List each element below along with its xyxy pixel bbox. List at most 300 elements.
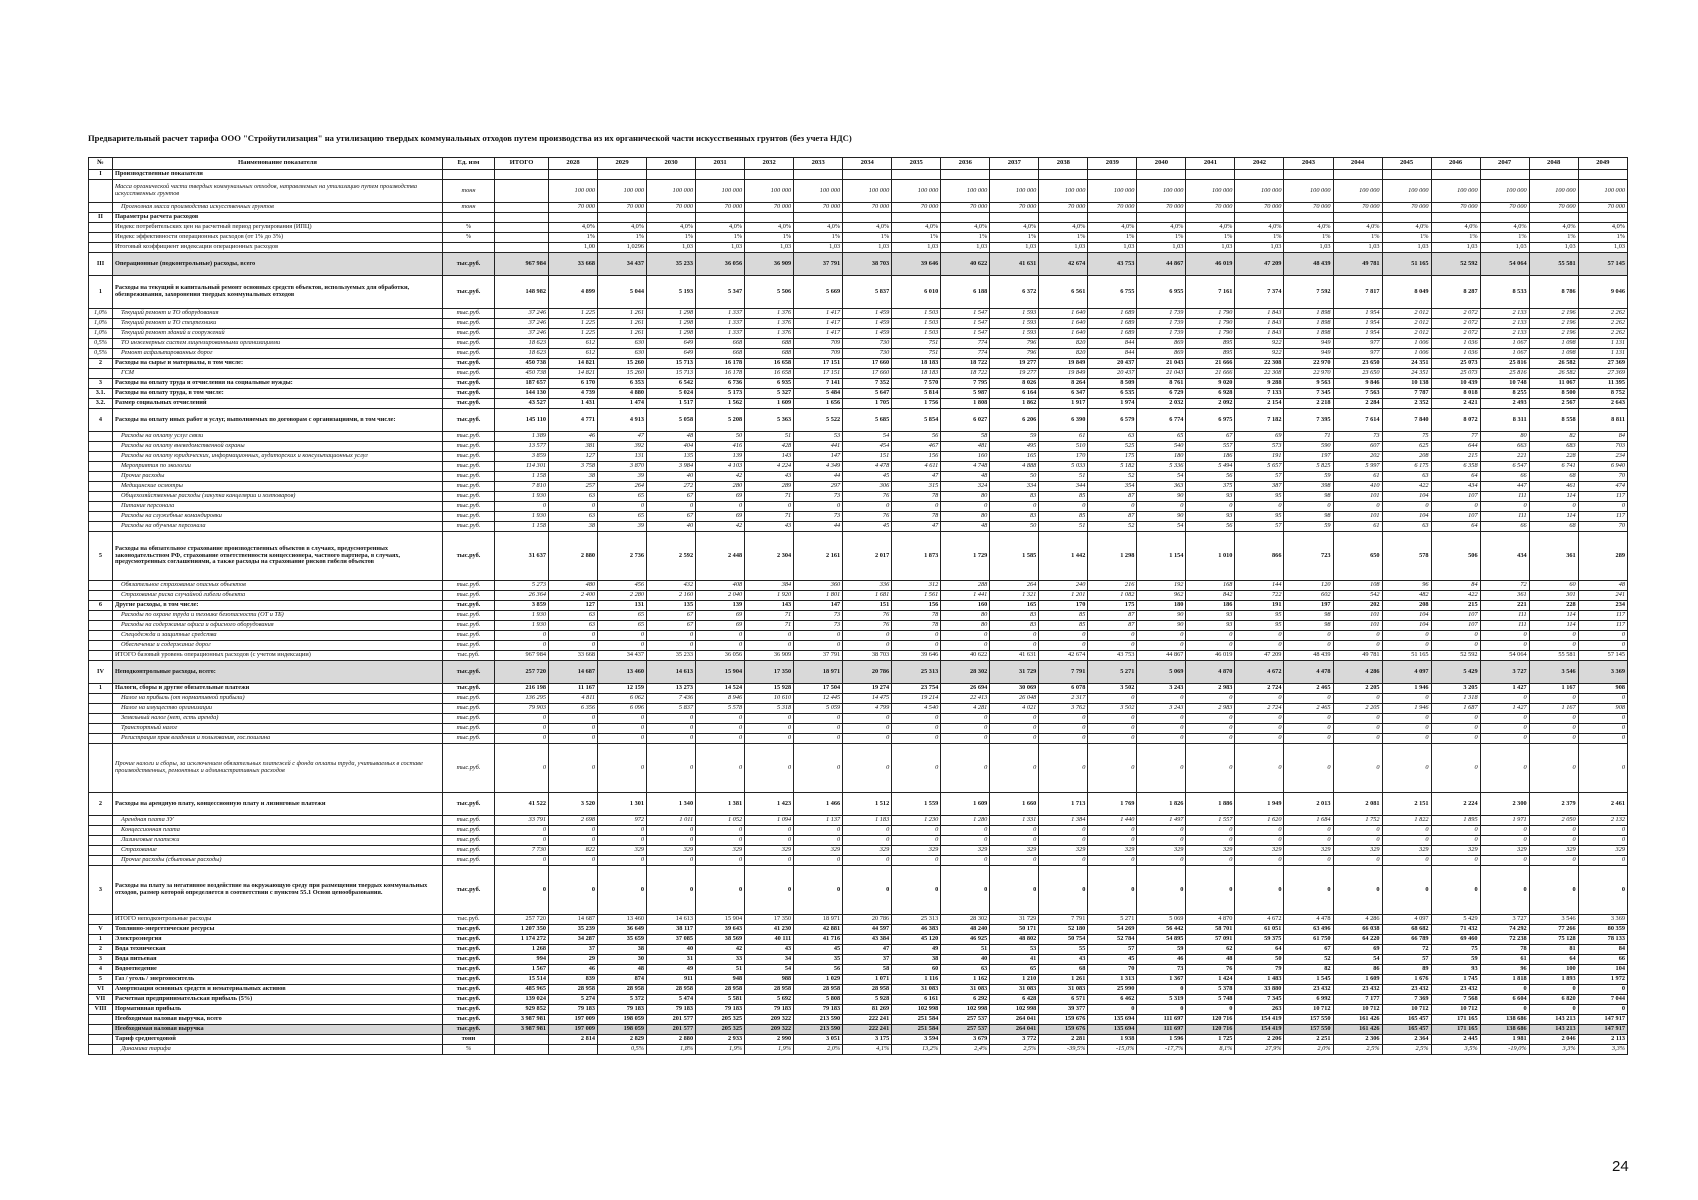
row-year-value: 703	[1578, 442, 1627, 452]
row-total: 0	[495, 856, 549, 866]
row-year-value: 1%	[1039, 233, 1088, 243]
row-year-value: 0	[1284, 641, 1333, 651]
row-number: 1,0%	[89, 319, 113, 329]
row-year-value: 143 213	[1529, 1015, 1578, 1025]
row-year-value: 64	[1431, 522, 1480, 532]
row-year-value: 33 880	[1235, 985, 1284, 995]
row-year-value: 107	[1431, 611, 1480, 621]
row-year-value: 102 998	[892, 1005, 941, 1015]
row-year-value: 630	[598, 349, 647, 359]
row-year-value: 104	[1382, 621, 1431, 631]
row-year-value: 76	[843, 512, 892, 522]
row-total: 485 965	[495, 985, 549, 995]
row-year-value: 59	[1284, 472, 1333, 482]
row-year-value: 1,8%	[647, 1045, 696, 1055]
row-year-value: 0	[1480, 734, 1529, 744]
row-year-value: 1 466	[794, 793, 843, 816]
row-year-value: 1 098	[1529, 339, 1578, 349]
table-row	[89, 724, 1628, 734]
row-year-value: 3 502	[1088, 684, 1137, 694]
row-year-value: 104	[1382, 611, 1431, 621]
row-year-value: 329	[1431, 846, 1480, 856]
row-year-value: 0	[1039, 866, 1088, 915]
row-year-value: 79	[1235, 965, 1284, 975]
row-year-value: 2 983	[1186, 704, 1235, 714]
row-year-value: 107	[1431, 512, 1480, 522]
row-year-value: 25 990	[1088, 985, 1137, 995]
row-year-value: 102 998	[990, 1005, 1039, 1015]
row-number	[89, 442, 113, 452]
row-year-value: 215	[1431, 601, 1480, 611]
row-year-value	[549, 1045, 598, 1055]
row-total: 145 110	[495, 409, 549, 432]
row-year-value: 75	[1382, 432, 1431, 442]
row-year-value: 43	[745, 945, 794, 955]
row-year-value: 0	[1137, 714, 1186, 724]
row-year-value: 5 854	[892, 409, 941, 432]
row-year-value: 1,03	[1088, 243, 1137, 253]
row-year-value: 0	[1431, 724, 1480, 734]
row-year-value: 709	[794, 349, 843, 359]
row-year-value: 83	[990, 611, 1039, 621]
row-year-value: 19 277	[990, 359, 1039, 369]
row-year-value: 3 369	[1578, 915, 1627, 925]
row-year-value: 100 000	[1088, 180, 1137, 203]
row-year-value: 467	[892, 442, 941, 452]
row-year-value: 1%	[1480, 233, 1529, 243]
row-year-value: 9 288	[1235, 379, 1284, 389]
row-year-value: 4,0%	[843, 223, 892, 233]
row-year-value: 93	[1186, 621, 1235, 631]
row-year-value: 100 000	[549, 180, 598, 203]
row-year-value: 3 758	[549, 462, 598, 472]
row-unit: тыс.руб.	[443, 339, 495, 349]
row-year-value: 209 322	[745, 1025, 794, 1035]
row-year-value: 329	[941, 846, 990, 856]
row-year-value: 1,03	[745, 243, 794, 253]
row-year-value: 1%	[794, 233, 843, 243]
table-row	[89, 276, 1628, 309]
row-year-value: 7 840	[1382, 409, 1431, 432]
row-year-value: 74 292	[1480, 925, 1529, 935]
row-name: Расходы на оплату юридических, информационных, аудиторских и консультационных услуг	[113, 452, 443, 462]
row-year-value: 34 437	[598, 651, 647, 661]
row-year-value: 0	[696, 724, 745, 734]
row-year-value: 0	[647, 734, 696, 744]
row-year-value: 0	[745, 724, 794, 734]
row-year-value: 0	[1088, 826, 1137, 836]
row-year-value: 668	[696, 349, 745, 359]
row-total: 994	[495, 955, 549, 965]
row-year-value: 70 000	[1529, 203, 1578, 213]
header-unit: Ед. изм	[443, 158, 495, 170]
row-year-value: 37	[843, 955, 892, 965]
row-unit: тыс.руб.	[443, 276, 495, 309]
row-year-value: 977	[1333, 339, 1382, 349]
row-year-value: 0	[843, 744, 892, 793]
row-year-value: 111	[1480, 512, 1529, 522]
row-name: Медицинские осмотры	[113, 482, 443, 492]
row-year-value: 0	[745, 856, 794, 866]
row-year-value: 7 177	[1333, 995, 1382, 1005]
row-year-value: 84	[1578, 432, 1627, 442]
table-row	[89, 915, 1628, 925]
row-year-value: 1 301	[598, 793, 647, 816]
row-year-value: 159 676	[1039, 1025, 1088, 1035]
row-year-value: 649	[647, 349, 696, 359]
row-year-value: 6 774	[1137, 409, 1186, 432]
row-year-value	[1578, 213, 1627, 223]
row-year-value: 1 971	[1480, 816, 1529, 826]
row-year-value: 0	[745, 502, 794, 512]
row-year-value: 8 026	[990, 379, 1039, 389]
table-row	[89, 985, 1628, 995]
row-year-value: 31	[647, 955, 696, 965]
row-year-value: 46	[549, 965, 598, 975]
row-year-value: 0	[1039, 502, 1088, 512]
row-name: Расчетная предпринимательская прибыль (5%)	[113, 995, 443, 1005]
row-year-value: 73	[794, 492, 843, 502]
row-year-value: 2 284	[1333, 399, 1382, 409]
row-year-value: 40 622	[941, 253, 990, 276]
row-year-value: 0	[598, 724, 647, 734]
row-year-value: 47 209	[1235, 651, 1284, 661]
row-number: 0,5%	[89, 349, 113, 359]
row-year-value: 102 998	[941, 1005, 990, 1015]
row-number: II	[89, 213, 113, 223]
row-year-value: 1 367	[1137, 975, 1186, 985]
row-year-value: 2 280	[598, 591, 647, 601]
row-year-value	[1039, 170, 1088, 180]
row-year-value: 1 094	[745, 816, 794, 826]
row-year-value: 160	[941, 601, 990, 611]
row-year-value: 135 694	[1088, 1025, 1137, 1035]
row-year-value: 5 581	[696, 995, 745, 1005]
row-year-value: 1 417	[794, 319, 843, 329]
row-year-value	[1480, 170, 1529, 180]
row-year-value: 5 347	[696, 276, 745, 309]
row-year-value: 1 331	[990, 816, 1039, 826]
row-year-value: 1 298	[647, 319, 696, 329]
row-year-value: 2 050	[1529, 816, 1578, 826]
row-name: Динамика тарифа	[113, 1045, 443, 1055]
row-year-value: 100	[1529, 965, 1578, 975]
row-year-value: 5 997	[1333, 462, 1382, 472]
row-year-value: 46 925	[941, 935, 990, 945]
row-total: 0	[495, 866, 549, 915]
row-year-value: 1 298	[1088, 532, 1137, 581]
row-year-value: 4 097	[1382, 915, 1431, 925]
row-total	[495, 1045, 549, 1055]
row-year-value: 6 372	[990, 276, 1039, 309]
table-row	[89, 329, 1628, 339]
row-year-value: 4,0%	[647, 223, 696, 233]
row-year-value: 866	[1235, 532, 1284, 581]
row-unit: тыс.руб.	[443, 684, 495, 694]
row-year-value: 329	[794, 846, 843, 856]
row-year-value: 69	[696, 611, 745, 621]
row-year-value: 5 429	[1431, 661, 1480, 684]
row-unit: тыс.руб.	[443, 1015, 495, 1025]
row-year-value: 51	[941, 945, 990, 955]
row-number	[89, 734, 113, 744]
row-year-value: 4 286	[1333, 915, 1382, 925]
row-year-value: 0	[843, 714, 892, 724]
row-year-value: 70 000	[1186, 203, 1235, 213]
row-year-value: 0	[1431, 826, 1480, 836]
row-year-value: 5 506	[745, 276, 794, 309]
row-year-value: 0	[1137, 724, 1186, 734]
row-year-value: 82	[1529, 432, 1578, 442]
row-year-value: 272	[647, 482, 696, 492]
header-year: 2044	[1333, 158, 1382, 170]
row-year-value: 6 741	[1529, 462, 1578, 472]
row-year-value: 461	[1529, 482, 1578, 492]
row-year-value: 100 000	[1186, 180, 1235, 203]
row-year-value	[794, 213, 843, 223]
row-number: 3.2.	[89, 399, 113, 409]
row-unit: тыс.руб.	[443, 581, 495, 591]
table-row	[89, 452, 1628, 462]
row-year-value: 43 753	[1088, 253, 1137, 276]
header-year: 2038	[1039, 158, 1088, 170]
row-year-value: 0	[549, 836, 598, 846]
row-total: 1 389	[495, 432, 549, 442]
row-year-value: 98	[1284, 512, 1333, 522]
row-year-value: 205 325	[696, 1025, 745, 1035]
row-year-value: 49	[892, 945, 941, 955]
row-year-value: 63 496	[1284, 925, 1333, 935]
row-name: Концессионная плата	[113, 826, 443, 836]
row-number	[89, 233, 113, 243]
row-unit: тыс.руб.	[443, 985, 495, 995]
row-unit: тыс.руб.	[443, 369, 495, 379]
row-year-value: 114	[1529, 492, 1578, 502]
row-year-value: 4 478	[1284, 915, 1333, 925]
row-year-value: 35 233	[647, 651, 696, 661]
row-year-value: 70 000	[843, 203, 892, 213]
row-year-value: 1 503	[892, 329, 941, 339]
row-year-value: 23 432	[1431, 985, 1480, 995]
header-year: 2046	[1431, 158, 1480, 170]
row-year-value: 381	[549, 442, 598, 452]
row-year-value: 51	[745, 432, 794, 442]
row-year-value: 0	[1480, 985, 1529, 995]
row-year-value: 1 656	[794, 399, 843, 409]
row-year-value: 869	[1137, 349, 1186, 359]
row-year-value	[1137, 213, 1186, 223]
row-year-value: 2 567	[1529, 399, 1578, 409]
row-year-value: 170	[1039, 452, 1088, 462]
row-year-value: 7 563	[1333, 389, 1382, 399]
row-year-value: 0	[549, 744, 598, 793]
row-year-value: 1 261	[598, 319, 647, 329]
row-year-value: 40 622	[941, 651, 990, 661]
row-year-value: 0	[1480, 641, 1529, 651]
row-year-value: 7 374	[1235, 276, 1284, 309]
row-unit: тонн	[443, 1035, 495, 1045]
row-year-value: 44 867	[1137, 253, 1186, 276]
row-year-value: 4 811	[549, 694, 598, 704]
row-year-value: 0	[1137, 734, 1186, 744]
row-year-value: 0	[1088, 724, 1137, 734]
row-year-value: 0	[745, 631, 794, 641]
row-year-value: 0	[1039, 826, 1088, 836]
header-year: 2045	[1382, 158, 1431, 170]
row-year-value: 52 180	[1039, 925, 1088, 935]
row-year-value: 2 113	[1578, 1035, 1627, 1045]
row-year-value: 147	[794, 601, 843, 611]
row-year-value: 1 497	[1137, 816, 1186, 826]
row-year-value: 7 795	[941, 379, 990, 389]
table-row	[89, 512, 1628, 522]
row-year-value: 0	[794, 734, 843, 744]
row-year-value: 69 460	[1431, 935, 1480, 945]
row-year-value: 39 646	[892, 253, 941, 276]
row-unit: тыс.руб.	[443, 349, 495, 359]
row-year-value: 1 337	[696, 309, 745, 319]
row-year-value: 23 432	[1284, 985, 1333, 995]
row-year-value: 151	[843, 601, 892, 611]
row-year-value: 13 460	[598, 915, 647, 925]
row-total: 0	[495, 641, 549, 651]
row-year-value: 65	[1137, 432, 1186, 442]
row-unit: тыс.руб.	[443, 714, 495, 724]
row-year-value: 20 437	[1088, 359, 1137, 369]
row-year-value: 28 958	[745, 985, 794, 995]
row-name: Спецодежда и защитные средства	[113, 631, 443, 641]
row-year-value: 542	[1333, 591, 1382, 601]
row-year-value: 161 426	[1333, 1025, 1382, 1035]
row-year-value: 387	[1235, 482, 1284, 492]
row-year-value: 61	[1480, 955, 1529, 965]
row-year-value: 29	[549, 955, 598, 965]
row-unit: тыс.руб.	[443, 661, 495, 684]
row-year-value: 36 056	[696, 253, 745, 276]
row-year-value: 0	[1480, 826, 1529, 836]
row-year-value: 649	[647, 339, 696, 349]
row-year-value: 138 686	[1480, 1015, 1529, 1025]
row-year-value: 0	[1529, 714, 1578, 724]
row-year-value: 104	[1382, 512, 1431, 522]
row-total: 257 720	[495, 915, 549, 925]
row-year-value: 21 666	[1186, 359, 1235, 369]
row-name: Налог на имущество организации	[113, 704, 443, 714]
row-year-value: 0	[843, 836, 892, 846]
row-year-value: 151	[843, 452, 892, 462]
row-year-value: 53	[990, 945, 1039, 955]
row-year-value: 13 460	[598, 661, 647, 684]
row-year-value: 2 262	[1578, 329, 1627, 339]
row-year-value: 78	[892, 492, 941, 502]
row-year-value: 157 550	[1284, 1015, 1333, 1025]
row-year-value: 171 165	[1431, 1015, 1480, 1025]
row-year-value: 301	[1529, 591, 1578, 601]
row-year-value: 0	[1235, 866, 1284, 915]
row-year-value: 4,0%	[1186, 223, 1235, 233]
table-row	[89, 243, 1628, 253]
row-year-value: 201 577	[647, 1015, 696, 1025]
row-year-value: 39 646	[892, 651, 941, 661]
row-year-value: 625	[1382, 442, 1431, 452]
row-year-value: 51 165	[1382, 651, 1431, 661]
row-year-value: 0	[1382, 734, 1431, 744]
row-year-value: 1 725	[1186, 1035, 1235, 1045]
row-year-value: 6 561	[1039, 276, 1088, 309]
row-year-value: 0	[598, 826, 647, 836]
row-year-value: 52 784	[1088, 935, 1137, 945]
row-year-value: 67	[647, 611, 696, 621]
row-year-value: 0	[1529, 866, 1578, 915]
row-year-value: 1 340	[647, 793, 696, 816]
row-year-value: 127	[549, 452, 598, 462]
row-year-value: 35	[794, 955, 843, 965]
row-name: Расходы на сырье и материалы, в том числе:	[113, 359, 443, 369]
row-year-value: 1 739	[1137, 309, 1186, 319]
row-year-value: 114	[1529, 611, 1578, 621]
row-year-value: 100 000	[892, 180, 941, 203]
table-row	[89, 203, 1628, 213]
row-unit: тыс.руб.	[443, 482, 495, 492]
row-name: Арендная плата ЗУ	[113, 816, 443, 826]
row-number	[89, 502, 113, 512]
row-year-value	[1333, 213, 1382, 223]
row-year-value: 1,03	[1186, 243, 1235, 253]
row-year-value: 46 019	[1186, 253, 1235, 276]
row-year-value: 66 038	[1333, 925, 1382, 935]
row-year-value: 1 862	[990, 399, 1039, 409]
row-year-value: 14 613	[647, 915, 696, 925]
table-row	[89, 684, 1628, 694]
table-row	[89, 1045, 1628, 1055]
row-year-value: 344	[1039, 482, 1088, 492]
row-name: Расходы на плату за негативное воздействие на окружающую среду при размещении твердых коммунальных отходов, размер которой определяется в соответствии с пунктом 55.1 Основ ценообразования.	[113, 866, 443, 915]
row-year-value: 28 958	[843, 985, 892, 995]
row-year-value: 1 895	[1431, 816, 1480, 826]
row-name: Текущий ремонт зданий и сооружений	[113, 329, 443, 339]
row-year-value: 0	[1431, 856, 1480, 866]
row-year-value: 0	[990, 734, 1039, 744]
row-year-value: 0	[1186, 714, 1235, 724]
row-year-value: 5 372	[598, 995, 647, 1005]
row-year-value: 4 888	[990, 462, 1039, 472]
row-name: Ремонт асфальтированных дорог	[113, 349, 443, 359]
table-row	[89, 389, 1628, 399]
row-number	[89, 581, 113, 591]
row-year-value: 363	[1137, 482, 1186, 492]
row-year-value: 1%	[990, 233, 1039, 243]
row-total: 0	[495, 714, 549, 724]
row-year-value: 1 684	[1284, 816, 1333, 826]
row-year-value: 2 154	[1235, 399, 1284, 409]
row-year-value: 67	[1186, 432, 1235, 442]
row-year-value: 22 413	[941, 694, 990, 704]
row-year-value: 5 692	[745, 995, 794, 1005]
row-year-value: 6 542	[647, 379, 696, 389]
row-year-value: 1,03	[1431, 243, 1480, 253]
row-total: 37 246	[495, 319, 549, 329]
table-row	[89, 661, 1628, 684]
row-year-value: 0	[647, 866, 696, 915]
table-row	[89, 349, 1628, 359]
row-year-value	[843, 170, 892, 180]
table-row	[89, 641, 1628, 651]
row-year-value: 0	[990, 724, 1039, 734]
table-row	[89, 744, 1628, 793]
row-year-value: 1%	[598, 233, 647, 243]
row-year-value: 5 494	[1186, 462, 1235, 472]
row-year-value: 48	[941, 472, 990, 482]
